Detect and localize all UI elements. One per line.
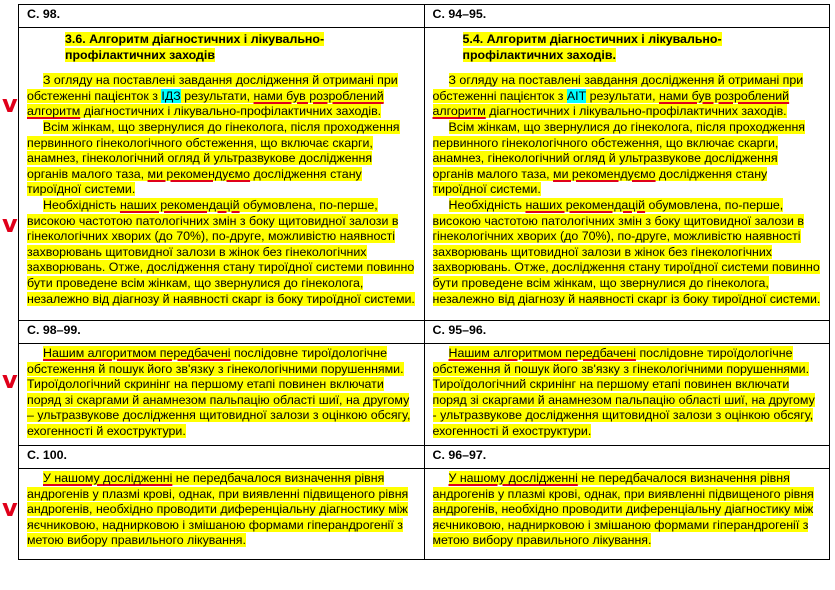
paragraph: Нашим алгоритмом передбачені послідовне тироїдологічне обстеження й пошук його зв'язку з гінекологічними порушеннями. Тироїдологічний скринінг на першому етапі повинен включати поряд зі скаргами й анамнезом пальпацію області шиї, на другому – ультразвукове дослідження щитовидної залози з оцінкою обсягу, ехогенності й ехоструктури. xyxy=(27,346,411,438)
paragraph: З огляду на поставлені завдання дослідження й отримані при обстеженні пацієнток з ІДЗ результати, нами був розроблений алгоритм діагностичних і лікувально-профілактичних заходів. xyxy=(27,73,398,119)
cell-left-1 xyxy=(19,28,425,321)
paragraph: Всім жінкам, що звернулися до гінеколога, після проходження первинного гінекологічного обстеження, що включає скарги, анамнез, гінекологічний огляд й ультразвукове дослідження органів малого таза, ми рекомендуємо дослідження стану тироїдної системи. xyxy=(432,119,806,197)
cell-left-2 xyxy=(19,344,425,446)
table-row xyxy=(19,5,830,28)
page-ref-left-2: С. 98–99. xyxy=(19,321,425,344)
paragraph: Нашим алгоритмом передбачені послідовне тироїдологічне обстеження й пошук його зв'язку з гінекологічними порушеннями. Тироїдологічний скринінг на першому етапі повинен включати поряд зі скаргами й анамнезом пальпацію області шиї, на другому - ультразвукове дослідження щитовидної залози з оцінкою обсягу, ехогенності й ехоструктури. xyxy=(432,346,815,438)
cell-right-2 xyxy=(424,344,830,446)
check-mark-icon: v xyxy=(2,90,18,118)
table-row xyxy=(19,469,830,560)
paragraph: Необхідність наших рекомендацій обумовлена, по-перше, високою частотою патологічних змін з боку щитовидної залози в гінекологічних хворих (до 70%), по-друге, можливістю наявності захворювань щитовидної залози в жінок без гінекологічних захворювань. Отже, дослідження стану тироїдної системи повинно бути проведене всім жінкам, що звернулися до гінеколога, незалежно від діагнозу й наявності скарг із боку тироїдної системи. xyxy=(27,197,415,306)
paragraph: У нашому дослідженні не передбачалося визначення рівня андрогенів у плазмі крові, однак, при виявленні підвищеного рівня андрогенів, необхідно проводити диференціальну діагностику між яєчниковою, наднирковою і змішаною формами гіперандрогенії з метою вибору правильного лікування. xyxy=(27,471,409,548)
cell-right-3 xyxy=(424,469,830,560)
table-row xyxy=(19,28,830,321)
paragraph: З огляду на поставлені завдання дослідження й отримані при обстеженні пацієнток з АІТ результати, нами був розроблений алгоритм діагностичних і лікувально-профілактичних заходів. xyxy=(432,73,804,119)
page-ref-left-1: С. 98. xyxy=(19,5,425,28)
page-ref-left-3: С. 100. xyxy=(19,446,425,469)
section-title-left: 3.6. Алгоритм діагностичних і лікувально-профілактичних заходів xyxy=(65,32,325,62)
paragraph: Всім жінкам, що звернулися до гінеколога, після проходження первинного гінекологічного обстеження, що включає скарги, анамнез, гінекологічний огляд й ультразвукове дослідження органів малого таза, ми рекомендуємо дослідження стану тироїдної системи. xyxy=(27,119,400,197)
check-mark-icon: v xyxy=(2,494,18,522)
paragraph: У нашому дослідженні не передбачалося визначення рівня андрогенів у плазмі крові, однак, при виявленні підвищеного рівня андрогенів, необхідно проводити диференціальну діагностику між яєчниковою, наднирковою і змішаною формами гіперандрогенії з метою вибору правильного лікування. xyxy=(432,471,814,548)
check-mark-icon: v xyxy=(2,210,18,238)
comparison-table xyxy=(18,4,830,560)
page-ref-right-2: С. 95–96. xyxy=(424,321,830,344)
page-ref-right-1: С. 94–95. xyxy=(424,5,830,28)
section-title-right: 5.4. Алгоритм діагностичних і лікувально-профілактичних заходів. xyxy=(462,32,722,62)
paragraph: Необхідність наших рекомендацій обумовлена, по-перше, високою частотою патологічних змін з боку щитовидної залози в гінекологічних хворих (до 70%), по-друге, можливістю наявності захворювань щитовидної залози в жінок без гінекологічних захворювань. Отже, дослідження стану тироїдної системи повинно бути проведене всім жінкам, що звернулися до гінеколога, незалежно від діагнозу й наявності скарг із боку тироїдної системи. xyxy=(432,197,821,306)
cell-right-1 xyxy=(424,28,830,321)
page-ref-right-3: С. 96–97. xyxy=(424,446,830,469)
table-row xyxy=(19,321,830,344)
table-row xyxy=(19,446,830,469)
table-row xyxy=(19,344,830,446)
check-mark-icon: v xyxy=(2,366,18,394)
cell-left-3 xyxy=(19,469,425,560)
